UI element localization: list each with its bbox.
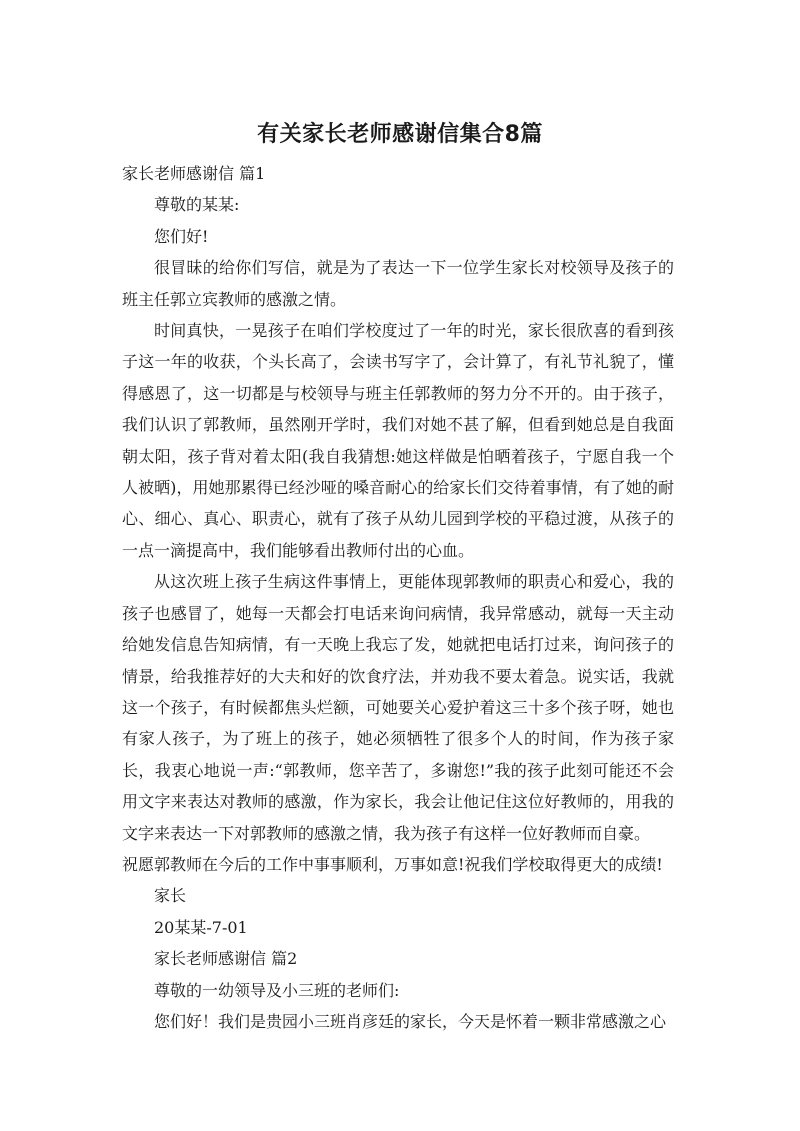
section-2-heading: 家长老师感谢信 篇2	[154, 949, 298, 969]
document-title: 有关家长老师感谢信集合8篇	[257, 122, 543, 147]
section-1-paragraph: 很冒昧的给你们写信，就是为了表达一下一位学生家长对校领导及孩子的班主任郭立宾教师的感激之情。	[122, 258, 674, 309]
section-1-closing-line: 祝愿郭教师在今后的工作中事事顺利，万事如意!祝我们学校取得更大的成绩!	[122, 854, 663, 874]
section-1-heading: 家长老师感谢信 篇1	[122, 164, 266, 183]
section-1-date: 20某某-7-01	[154, 917, 248, 937]
section-1-paragraph: 从这次班上孩子生病这件事情上，更能体现郭教师的职责心和爱心，我的孩子也感冒了，她每一天都会打电话来询问病情，我异常感动，就每一天主动给她发信息告知病情，有一天晚上我忘了发，她就把电话打过来，询问孩子的情景，给我推荐好的大夫和好的饮食疗法，并劝我不要太着急。说实话，我就这一个孩子，有时候都焦头烂额，可她要关心爱护着这三十多个孩子呀，她也有家人孩子，为了班上的孩子，她必须牺牲了很多个人的时间，作为孩子家长，我衷心地说一声:“郭教师，您辛苦了，多谢您!”我的孩子此刻可能还不会用文字来表达对教师的感激，作为家长，我会让他记住这位好教师的，用我的文字来表达一下对郭教师的感激之情，我为孩子有这样一位好教师而自豪。	[122, 572, 674, 843]
section-1-greeting: 您们好!	[154, 226, 209, 246]
section-1-signature: 家长	[154, 886, 187, 906]
section-2-salutation: 尊敬的一幼领导及小三班的老师们:	[154, 980, 400, 1000]
section-2-first-line: 您们好！我们是贵园小三班肖彦廷的家长，今天是怀着一颗非常感激之心	[154, 1011, 667, 1031]
document-body	[122, 158, 674, 1037]
section-1-salutation: 尊敬的某某:	[154, 195, 240, 215]
section-1-paragraph: 时间真快，一晃孩子在咱们学校度过了一年的时光，家长很欣喜的看到孩子这一年的收获，个头长高了，会读书写字了，会计算了，有礼节礼貌了，懂得感恩了，这一切都是与校领导与班主任郭教师的努力分不开的。由于孩子，我们认识了郭教师，虽然刚开学时，我们对她不甚了解，但看到她总是自我面朝太阳，孩子背对着太阳(我自我猜想:她这样做是怕晒着孩子，宁愿自我一个人被晒)，用她那累得已经沙哑的嗓音耐心的给家长们交待着事情，有了她的耐心、细心、真心、职责心，就有了孩子从幼儿园到学校的平稳过渡，从孩子的一点一滴提高中，我们能够看出教师付出的心血。	[122, 321, 674, 560]
